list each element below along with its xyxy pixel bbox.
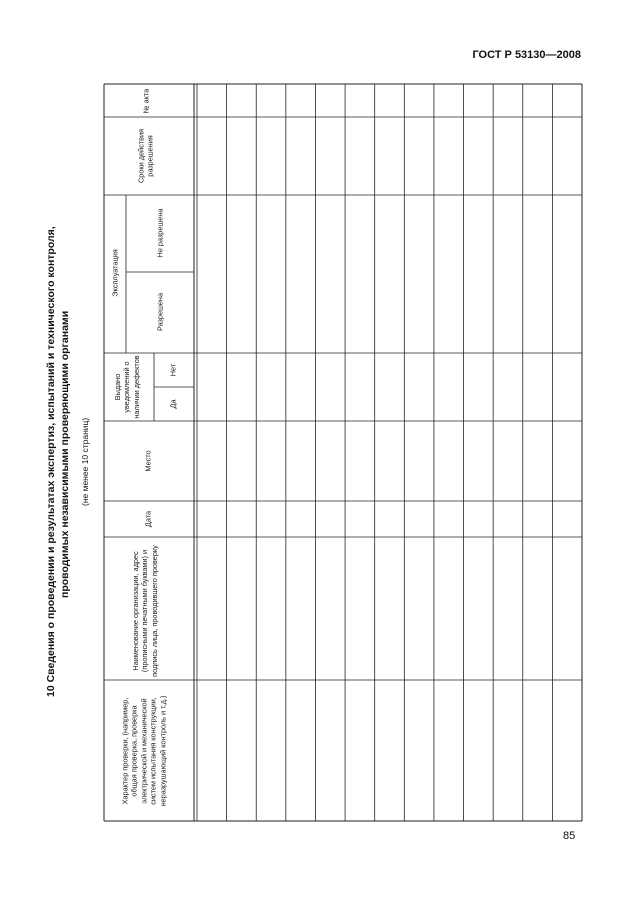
header-check-type: Характер проверки, (например, общая проверка, проверка электрической и механической систем испытания конструкции, неразрушающий контроль и т.д.) [120, 695, 168, 807]
header-validity-period: Сроки действия разрешения [136, 129, 155, 183]
header-defects-no: Нет [168, 363, 178, 377]
header-exploitation-allowed: Разрешена [155, 292, 165, 332]
header-defects-notice: Выдано уведомлений о наличии дефектов [112, 355, 141, 419]
standard-designation: ГОСТ Р 53130—2008 [472, 49, 581, 61]
page-number: 85 [563, 830, 576, 842]
header-exploitation: Эксплуатация [110, 249, 120, 297]
header-exploitation-not-allowed: Не разрешена [155, 208, 165, 258]
header-date: Дата [143, 510, 153, 528]
section-subtitle: (не менее 10 страниц) [80, 417, 90, 506]
section-title-line-2: проводимых независимыми проверяющими органами [59, 310, 71, 598]
header-act-number: № акта [141, 88, 151, 114]
section-title-line-1: 10 Сведения о проведении и результатах экспертиз, испытаний и технического контроля, [45, 226, 57, 697]
header-defects-yes: Да [168, 399, 178, 409]
header-organization: Наименование организации, адрес (прописными печатными буквами) и подпись лица, проводившего проверку [130, 545, 159, 677]
header-place: Место [143, 450, 153, 472]
table-lines [104, 84, 582, 821]
